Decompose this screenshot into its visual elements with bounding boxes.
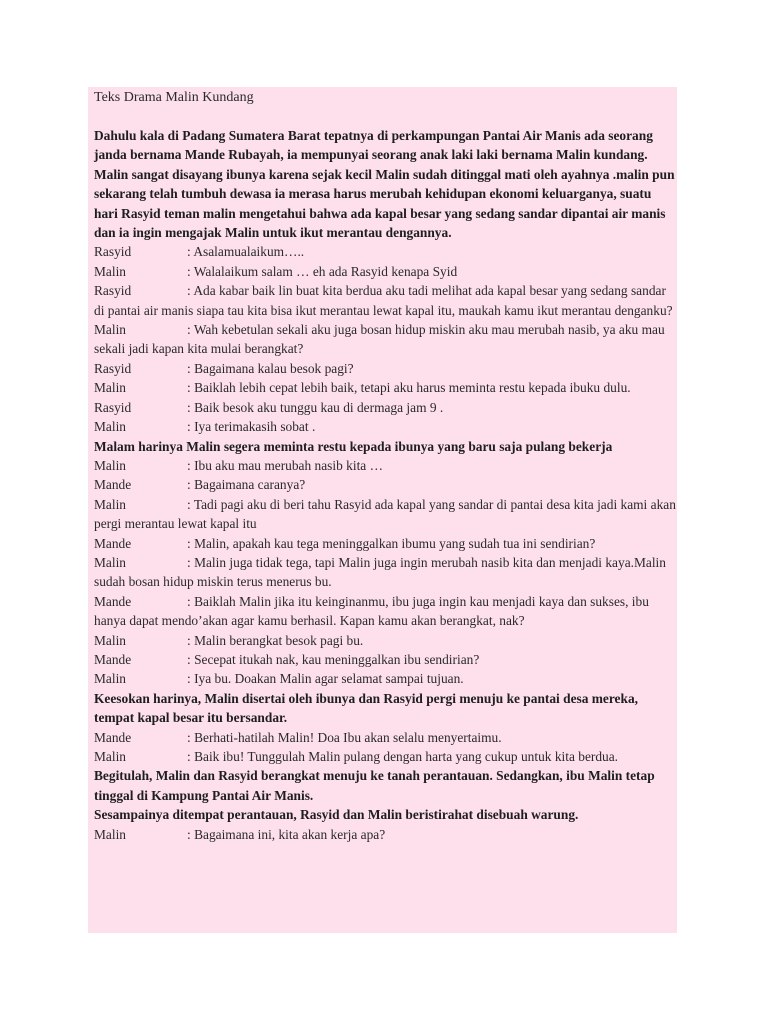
speaker-name: Malin: [94, 826, 126, 842]
dialog-line: [94, 359, 677, 378]
dialog-text: : Asalamualaikum…..: [187, 244, 305, 260]
dialog-text: : Malin juga tidak tega, tapi Malin juga ingin merubah nasib kita dan menjadi kaya.Malin sudah bosan hidup miskin terus menerus bu.: [94, 554, 666, 590]
speaker-name: Malin: [94, 457, 126, 473]
document-body: [94, 126, 677, 844]
speaker-name: Malin: [94, 496, 126, 512]
dialog-line: [94, 378, 677, 397]
speaker-name: Malin: [94, 322, 126, 338]
dialog-line: [94, 320, 677, 359]
dialog-line: [94, 456, 677, 475]
speaker-name: Mande: [94, 729, 132, 745]
dialog-line: [94, 650, 677, 669]
dialog-text: : Wah kebetulan sekali aku juga bosan hidup miskin aku mau merubah nasib, ya aku mau sekali jadi kapan kita mulai berangkat?: [94, 322, 665, 357]
dialog-line: [94, 553, 677, 592]
speaker-name: Rasyid: [94, 360, 132, 376]
dialog-line: [94, 475, 677, 494]
narration-paragraph: Begitulah, Malin dan Rasyid berangkat menuju ke tanah perantauan. Sedangkan, ibu Malin tetap tinggal di Kampung Pantai Air Manis.: [94, 768, 655, 803]
speaker-name: Malin: [94, 749, 126, 764]
speaker-name: Mande: [94, 593, 132, 609]
speaker-name: Rasyid: [94, 244, 132, 260]
narration-paragraph: Sesampainya ditempat perantauan, Rasyid dan Malin beristirahat disebuah warung.: [94, 807, 579, 823]
dialog-line: [94, 728, 677, 747]
dialog-line: [94, 417, 677, 436]
speaker-name: Mande: [94, 535, 132, 551]
dialog-line: [94, 281, 677, 320]
speaker-name: Rasyid: [94, 283, 132, 299]
narration-paragraph: Malam harinya Malin segera meminta restu kepada ibunya yang baru saja pulang bekerja: [94, 438, 613, 454]
dialog-line: [94, 262, 677, 281]
speaker-name: Malin: [94, 554, 126, 570]
document-title: Teks Drama Malin Kundang: [94, 90, 254, 105]
dialog-text: : Baiklah Malin jika itu keinginanmu, ibu juga ingin kau menjadi kaya dan sukses, ibu hanya dapat mendo’akan agar kamu berhasil. Kapan kamu akan berangkat, nak?: [94, 593, 649, 629]
speaker-name: Mande: [94, 477, 132, 493]
dialog-line: [94, 495, 677, 534]
dialog-line: [94, 398, 677, 417]
speaker-name: Rasyid: [94, 399, 132, 415]
dialog-text: : Iya bu. Doakan Malin agar selamat sampai tujuan.: [187, 671, 464, 687]
speaker-name: Malin: [94, 380, 126, 396]
dialog-text: : Baik besok aku tunggu kau di dermaga jam 9 .: [187, 399, 444, 415]
dialog-line: [94, 242, 677, 261]
dialog-line: [94, 825, 677, 844]
speaker-name: Malin: [94, 671, 126, 687]
speaker-name: Malin: [94, 419, 126, 435]
dialog-text: : Tadi pagi aku di beri tahu Rasyid ada kapal yang sandar di pantai desa kita jadi kami akan pergi merantau lewat kapal itu: [94, 496, 676, 532]
dialog-line: [94, 592, 677, 631]
speaker-name: Malin: [94, 263, 126, 279]
dialog-text: : Secepat itukah nak, kau meninggalkan ibu sendirian?: [187, 651, 480, 667]
dialog-text: : Malin, apakah kau tega meninggalkan ibumu yang sudah tua ini sendirian?: [187, 535, 596, 551]
dialog-line: [94, 631, 677, 650]
dialog-text: : Ibu aku mau merubah nasib kita …: [187, 457, 383, 473]
dialog-text: : Bagaimana kalau besok pagi?: [187, 360, 354, 376]
dialog-line: [94, 747, 677, 766]
dialog-text: : Walalaikum salam … eh ada Rasyid kenapa Syid: [187, 263, 458, 279]
narration-paragraph: Dahulu kala di Padang Sumatera Barat tepatnya di perkampungan Pantai Air Manis ada seorang janda bernama Mande Rubayah, ia mempunyai seorang anak laki laki bernama Malin kundang. Malin sangat disayang ibunya karena sejak kecil Malin sudah ditinggal mati oleh ayahnya .malin pun sekarang telah tumbuh dewasa ia merasa harus merubah kehidupan ekonomi keluarganya, suatu hari Rasyid teman malin mengetahui bahwa ada kapal besar yang sedang sandar dipantai air manis dan ia ingin mengajak Malin untuk ikut merantau dengannya.: [94, 128, 675, 241]
dialog-text: : Bagaimana caranya?: [187, 477, 306, 493]
dialog-text: : Ada kabar baik lin buat kita berdua aku tadi melihat ada kapal besar yang sedang sandar di pantai air manis siapa tau kita bisa ikut merantau lewat kapal itu, maukah kamu ikut merantau denganku?: [94, 283, 673, 318]
dialog-line: [94, 669, 677, 688]
speaker-name: Mande: [94, 651, 132, 667]
dialog-text: : Malin berangkat besok pagi bu.: [187, 632, 364, 648]
speaker-name: Malin: [94, 632, 126, 648]
document-page: [88, 87, 677, 933]
dialog-text: : Baik ibu! Tunggulah Malin pulang dengan harta yang cukup untuk kita berdua.: [187, 749, 619, 764]
dialog-text: : Bagaimana ini, kita akan kerja apa?: [187, 826, 386, 842]
dialog-line: [94, 534, 677, 553]
dialog-text: : Berhati-hatilah Malin! Doa Ibu akan selalu menyertaimu.: [187, 729, 502, 745]
narration-paragraph: Keesokan harinya, Malin disertai oleh ibunya dan Rasyid pergi menuju ke pantai desa mereka, tempat kapal besar itu bersandar.: [94, 690, 638, 726]
dialog-text: : Iya terimakasih sobat .: [187, 419, 316, 435]
dialog-text: : Baiklah lebih cepat lebih baik, tetapi aku harus meminta restu kepada ibuku dulu.: [187, 380, 631, 396]
